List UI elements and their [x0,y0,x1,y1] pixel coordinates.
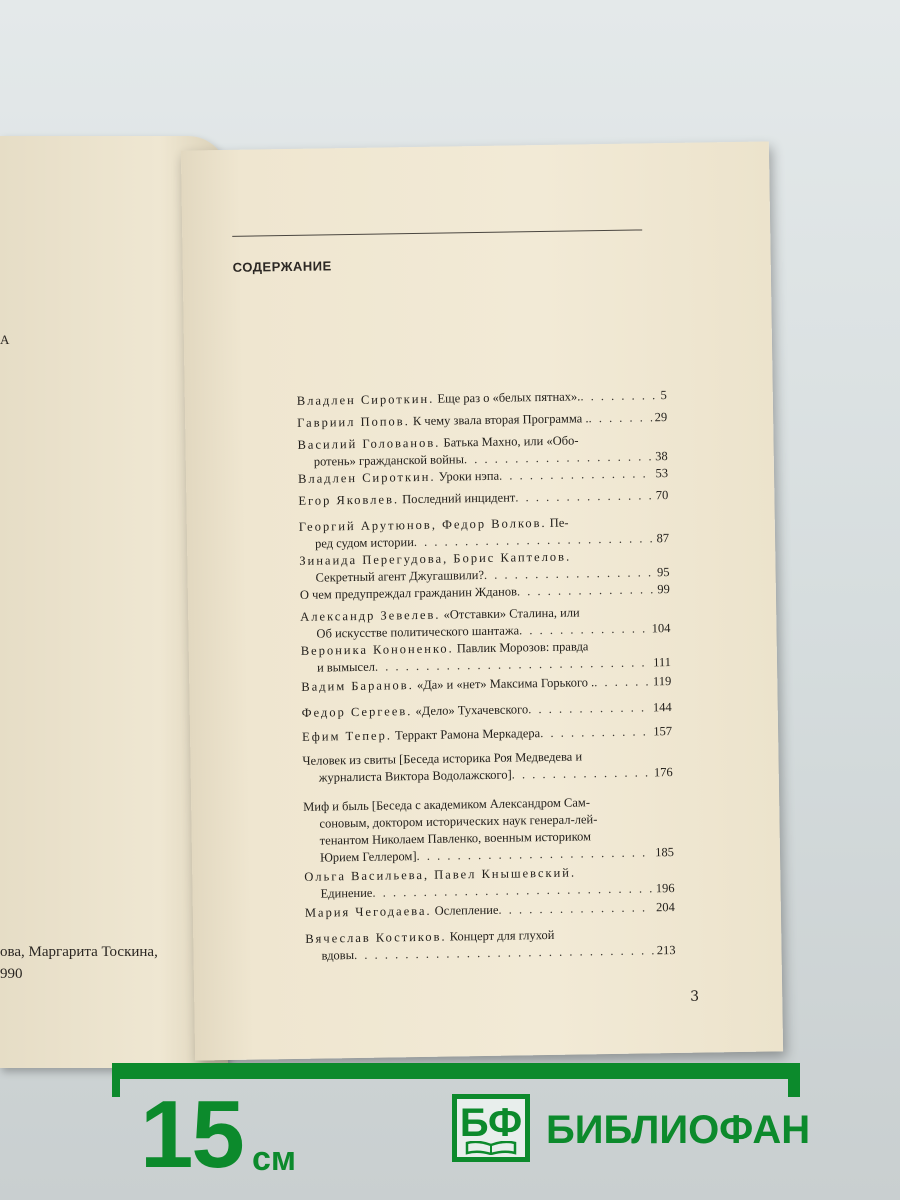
toc-leader-dots [594,673,650,691]
toc-leader-dots [512,764,651,783]
toc-entry-page: 119 [652,674,672,689]
toc-entry [301,673,671,696]
toc-leader-dots [588,409,651,427]
toc-entry-title: Об искусстве политического шантажа [316,623,520,641]
toc-entry-title: К чему звала вторая Программа . [412,411,589,429]
toc-entry-page: 95 [656,565,670,580]
toc-entry-line [301,673,671,696]
toc-entry [302,747,672,787]
toc-entry-page: 176 [653,765,673,780]
toc-entry-page: 29 [654,410,668,425]
toc-entry-title: О чем предупреждал гражданин Жданов [299,584,518,602]
toc-entry-title: Пе- [549,515,569,530]
toc-leader-dots [540,723,650,742]
right-page [181,141,783,1060]
toc-entry-title: «Отставки» Сталина, или [443,605,580,622]
toc-entry [299,547,669,587]
toc-entry-title: Уроки нэпа [438,468,500,484]
toc-entry-line [302,723,672,746]
measure-bar-right-tick [788,1063,800,1097]
toc-entry [302,699,672,722]
toc-leader-dots [375,654,650,675]
toc-leader-dots [580,387,657,405]
toc-entry-title: Единение [320,885,373,901]
toc-entry [297,431,667,471]
toc-entry-title: Концерт для глухой [449,927,555,944]
toc-entry-title: «Дело» Тухачевского [415,702,529,719]
toc-entry-page: 213 [656,943,676,958]
toc-entry-page: 204 [655,900,675,915]
measure-value: 15 [140,1081,243,1188]
toc-entry-author: Вячеслав Костиков. [305,929,447,946]
toc-entry-page: 196 [655,881,675,896]
toc-entry-title: и вымысел [316,659,376,675]
top-rule [232,229,642,236]
toc-entry [298,487,668,510]
toc-entry-author: Мария Чегодаева. [304,903,432,920]
brand-logo-letters: БФ [459,1101,523,1145]
toc-entry-page: 5 [660,388,667,403]
toc-entry-page: 144 [652,700,672,715]
measure-bar-left-tick [112,1063,120,1097]
toc-entry-title: ротень» гражданской войны [313,452,465,469]
toc-entry-author: Федор Сергеев. [301,704,413,720]
toc-entry-page: 157 [653,724,673,739]
toc-leader-dots [528,699,650,718]
toc-entry [302,723,672,746]
toc-entry-title: Человек из свиты [Беседа историка Роя Медведева и [302,749,583,768]
toc-entry-page: 38 [655,449,668,464]
toc-leader-dots [499,465,653,484]
toc-entry-title: журналиста Виктора Водолажского] [318,767,512,785]
toc-entry-title: Миф и быль [Беседа с академиком Александром Сам- [303,795,591,814]
toc-entry [299,513,669,553]
toc-entry-author: Гавриил Попов. [297,414,410,430]
toc-entry-author: Зинаида Перегудова, Борис Каптелов. [299,549,572,568]
toc-entry-page: 87 [656,531,670,546]
toc-entry-author: Ефим Тепер. [302,728,392,744]
page-number: 3 [690,988,700,1005]
toc-entry-title: Юрием Геллером] [319,849,417,865]
left-page-fragment-line2: 990 [0,966,23,982]
toc-leader-dots [515,487,653,506]
toc-entry-author: Вероника Кононенко. [300,641,454,658]
toc-entry-title: «Да» и «нет» Максима Горького . [416,675,595,693]
toc-entry-line [298,487,668,510]
toc-entry-page: 99 [657,582,670,597]
toc-entry-page: 104 [651,621,671,636]
toc-entry-author: Егор Яковлев. [298,492,400,508]
toc-entry-author: Вадим Баранов. [301,678,414,694]
toc-leader-dots [372,880,653,901]
brand-name: БИБЛИОФАН [546,1108,811,1152]
toc-entry-title: соновым, доктором исторических наук генерал-лей- [319,812,598,831]
toc-entry-title: Последний инцидент [402,490,516,507]
toc-entry-title: Еще раз о «белых пятнах». [437,389,581,406]
toc-leader-dots [354,942,654,964]
toc-entry-title: вдовы [321,948,355,963]
toc-entry-author: Александр Зевелев. [300,607,441,624]
toc-entry-title: ред судом истории [314,535,414,551]
book-icon [465,1141,517,1155]
toc-entry-title: Терракт Рамона Меркадера [394,726,541,743]
toc-entry [297,409,667,432]
toc-entry-line [297,387,667,410]
toc-entry-author: Василий Голованов. [297,435,441,452]
toc-entry [304,863,674,903]
toc-entry-title: Батька Махно, или «Обо- [443,433,579,450]
toc-entry-title: тенантом Николаем Павленко, военным историком [319,829,592,848]
toc-entry [305,925,675,965]
brand-logo [452,1094,530,1162]
toc-entry-page: 111 [653,655,672,670]
toc-entry-line [305,899,675,922]
toc-entry-line [302,699,672,722]
measure-bar [112,1063,800,1079]
toc-entry-author: Владлен Сироткин. [296,391,435,408]
toc-entry-page: 53 [655,466,669,481]
toc-entry [300,603,670,643]
toc-entry [301,637,671,677]
toc-heading: СОДЕРЖАНИЕ [232,258,332,275]
toc-entry [303,793,674,867]
toc-entry-page: 70 [655,488,669,503]
toc-entry-page: 185 [655,845,675,860]
toc-entry-author: Георгий Арутюнов, Федор Волков. [298,515,547,534]
measure-unit: см [252,1140,297,1178]
toc-entry [305,899,675,922]
toc-entry-title: Ослепление [434,902,499,918]
toc-entry [297,387,667,410]
left-page-fragment-line1: ова, Маргарита Тоскина, [0,944,158,960]
toc-leader-dots [519,620,649,639]
toc-entry-title: Павлик Морозов: правда [456,639,589,656]
left-page-fragment-top: А [0,332,10,347]
toc-entry-title: Секретный агент Джугашвили? [315,567,485,585]
toc-entry-author: Владлен Сироткин. [297,469,436,486]
toc-leader-dots [416,844,652,865]
toc-leader-dots [498,899,653,918]
toc-entry-line [297,409,667,432]
toc-entry-author: Ольга Васильева, Павел Кнышевский. [304,865,577,884]
toc-leader-dots [517,581,655,600]
